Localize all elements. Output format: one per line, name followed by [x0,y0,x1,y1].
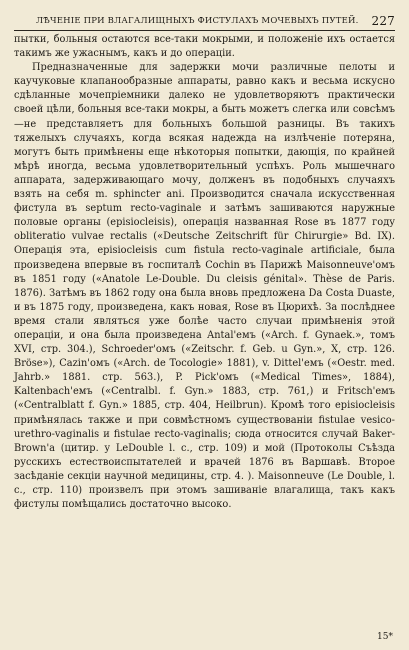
signature-mark: 15* [377,632,393,642]
header-rule [14,30,395,31]
paragraph: Предназначенные для задержки мочи различные пелоты и каучуковые клапанообразные аппараты, равно какъ и весьма искусно сдѣланные мочепріемники далеко не удовлетворяютъ практически своей цѣли, больныя все-таки мокры, а быть можетъ слегка или совсѣмъ—не представляетъ для больныхъ большой разницы. Въ такихъ тяжелыхъ случаяхъ, когда всякая надежда на излѣченіе потеряна, могутъ быть примѣнены еще нѣкоторыя попытки, дающія, по крайней мѣрѣ иногда, весьма удовлетворительный успѣхъ. Роль мышечнаго аппарата, задерживающаго мочу, долженъ въ подобныхъ случаяхъ взять на себя m. sphincter ani. Производится сначала искусственная фистула въ septum recto-vaginale и затѣмъ зашиваются наружные половые органы (episiocleisis), операція названная Rose въ 1877 году obliteratio vulvae rectalis («Deutsche Zeitschrift für Chirurgie» Bd. IX). Операція эта, episiocleisis cum fistula recto-vaginale artificiale, была произведена впервые въ госпиталѣ Cochin въ Парижѣ Maisonneuve'омъ въ 1851 году («Anatole Le-Double. Du cleisis génital». Thèse de Paris. 1876). Затѣмъ въ 1862 году она была вновь предложена Da Costa Duaste, и въ 1875 году, произведена, какъ новая, Rose въ Цюрихѣ. За послѣднее время стали являться уже болѣе часто случаи примѣненія этой операціи, и она была произведена Antal'емъ («Arch. f. Gynaek.», томъ XVI, стр. 304.), Schroeder'омъ («Zeitschr. f. Geb. u Gyn.», X, стр. 126. Bröse»), Cazin'омъ («Arch. de Tocologie» 1881), v. Dittel'емъ («Oestr. med. Jahrb.» 1881. стр. 563.), P. Pick'омъ («Medical Times», 1884), Kaltenbach'емъ («Centralbl. f. Gyn.» 1883, стр. 761,) и Fritsch'емъ («Centralblatt f. Gyn.» 1885, стр. 404, Heilbrun). Кромѣ того episiocleisis примѣнялась также и при совмѣстномъ существованіи fistulae vesico-urethro-vaginalis и fistulae recto-vaginalis; сюда относится случай Baker-Brown'а (цитир. у LeDouble l. c., стр. 109) и мой (Протоколы Съѣзда русскихъ естествоиспытателей и врачей 1876 въ Варшавѣ. Второе засѣданіе секціи научной медицины, стр. 4. ). Maisonneuve (Le Double, l. c., стр. 110) произвелъ при этомъ зашиваніе влагалища, такъ какъ фистулы помѣщались достаточно высоко. [14,62,395,511]
paragraph: пытки, больныя остаются все-таки мокрыми, и положеніе ихъ остается такимъ же ужаснымъ, какъ и до операціи. [14,34,395,60]
running-title: ЛѢЧЕНІЕ ПРИ ВЛАГАЛИЩНЫХЪ ФИСТУЛАХЪ МОЧЕВЫХЪ ПУТЕЙ. [36,16,359,26]
page-number: 227 [371,14,395,28]
page-body [14,33,395,512]
